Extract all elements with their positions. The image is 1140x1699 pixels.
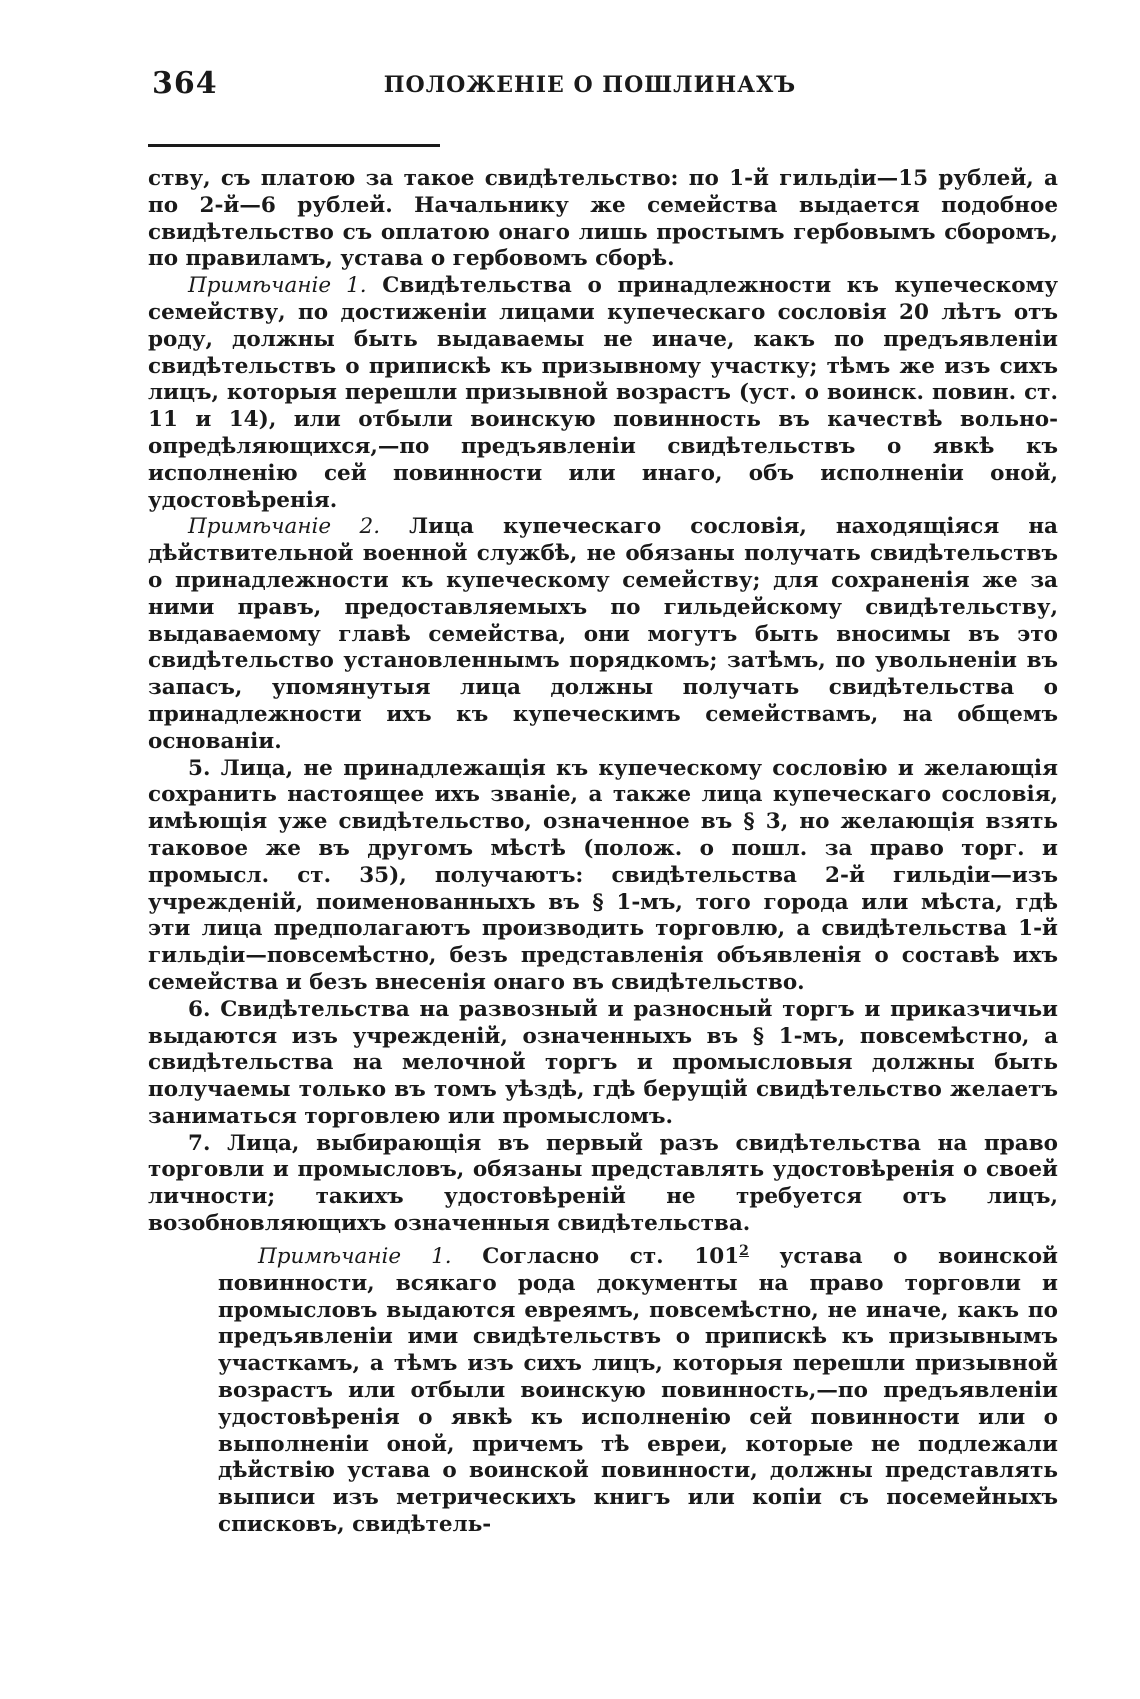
header-rule [148, 144, 440, 147]
note-3 [218, 1238, 1058, 1539]
note-1-label: Примѣчаніе 1. [188, 273, 367, 299]
note-3-text-b: устава о воинской повинности, всякаго рода документы на право торговли и промысловъ выдаются евреямъ, повсемѣстно, не иначе, какъ по предъявленіи ими свидѣтельствъ о припискѣ къ призывнымъ участкамъ, а тѣмъ изъ сихъ лицъ, которыя перешли призывной возрастъ или отбыли воинскую повинность,—по предъявленіи удостовѣренія о явкѣ къ исполненію сей повинности или о выполненіи оной, причемъ тѣ евреи, которые не подлежали дѣйствію устава о воинской повинности, должны представлять выписи изъ метрическихъ книгъ или копіи съ посемейныхъ списковъ, свидѣтель- [218, 1244, 1058, 1537]
page-number: 364 [152, 66, 218, 101]
paragraph-5: 5. Лица, не принадлежащія къ купеческому сословію и желающія сохранить настоящее ихъ званіе, а также лица купеческаго сословія, имѣющія уже свидѣтельство, означенное въ § 3, но желающія взять таковое же въ другомъ мѣстѣ (полож. о пошл. за право торг. и промысл. ст. 35), получаютъ: свидѣтельства 2-й гильдіи—изъ учрежденій, поименованныхъ въ § 1-мъ, того города или мѣста, гдѣ эти лица предполагаютъ производить торговлю, а свидѣтельства 1-й гильдіи—повсемѣстно, безъ представленія объявленія о составѣ ихъ семейства и безъ внесенія онаго въ свидѣтельство. [148, 755, 1058, 995]
paragraph-6: 6. Свидѣтельства на развозный и разносный торгъ и приказчичьи выдаются изъ учрежденій, означенныхъ въ § 1-мъ, повсемѣстно, а свидѣтельства на мелочной торгъ и промысловыя должны быть получаемы только въ томъ уѣздѣ, гдѣ берущій свидѣтельство желаетъ заниматься торговлею или промысломъ. [148, 996, 1058, 1129]
note-1 [148, 273, 1058, 514]
running-title: ПОЛОЖЕНІЕ О ПОШЛИНАХЪ [383, 72, 797, 98]
note-2 [148, 514, 1058, 755]
note-3-label: Примѣчаніе 1. [258, 1244, 452, 1270]
paragraph-7: 7. Лица, выбирающія въ первый разъ свидѣтельства на право торговли и промысловъ, обязаны представлять удостовѣренія о своей личности; такихъ удостовѣреній не требуется отъ лицъ, возобновляющихъ означенныя свидѣтельства. [148, 1130, 1058, 1237]
note-1-text: Свидѣтельства о принадлежности къ купеческому семейству, по достиженіи лицами купеческаго сословія 20 лѣтъ отъ роду, должны быть выдаваемы не иначе, какъ по предъявленіи свидѣтельствъ о припискѣ къ призывному участку; тѣмъ же изъ сихъ лицъ, которыя перешли призывной возрастъ (уст. о воинск. повин. ст. 11 и 14), или отбыли воинскую повинность въ качествѣ вольно-опредѣляющихся,—по предъявленіи свидѣтельствъ о явкѣ къ исполненію сей повинности или инаго, объ исполненіи оной, удостовѣренія. [148, 273, 1058, 513]
paragraph-continuation: ству, съ платою за такое свидѣтельство: по 1-й гильдіи—15 рублей, а по 2-й—6 рублей. Начальнику же семейства выдается подобное свидѣтельство съ оплатою онаго лишь простымъ гербовымъ сборомъ, по правиламъ, устава о гербовомъ сборѣ. [148, 166, 1058, 272]
note-3-superscript: 2 [739, 1242, 749, 1259]
note-2-label: Примѣчаніе 2. [188, 514, 381, 540]
page-body [148, 166, 1058, 1539]
note-2-text: Лица купеческаго сословія, находящіяся на дѣйствительной военной службѣ, не обязаны получать свидѣтельствъ о принадлежности къ купеческому семейству; для сохраненія же за ними правъ, предоставляемыхъ по гильдейскому свидѣтельству, выдаваемому главѣ семейства, они могутъ быть вносимы въ это свидѣтельство установленнымъ порядкомъ; затѣмъ, по увольненіи въ запасъ, упомянутыя лица должны получать свидѣтельства о принадлежности ихъ къ купеческимъ семействамъ, на общемъ основаніи. [148, 514, 1058, 754]
note-3-text-a: Согласно ст. 101 [451, 1244, 740, 1270]
